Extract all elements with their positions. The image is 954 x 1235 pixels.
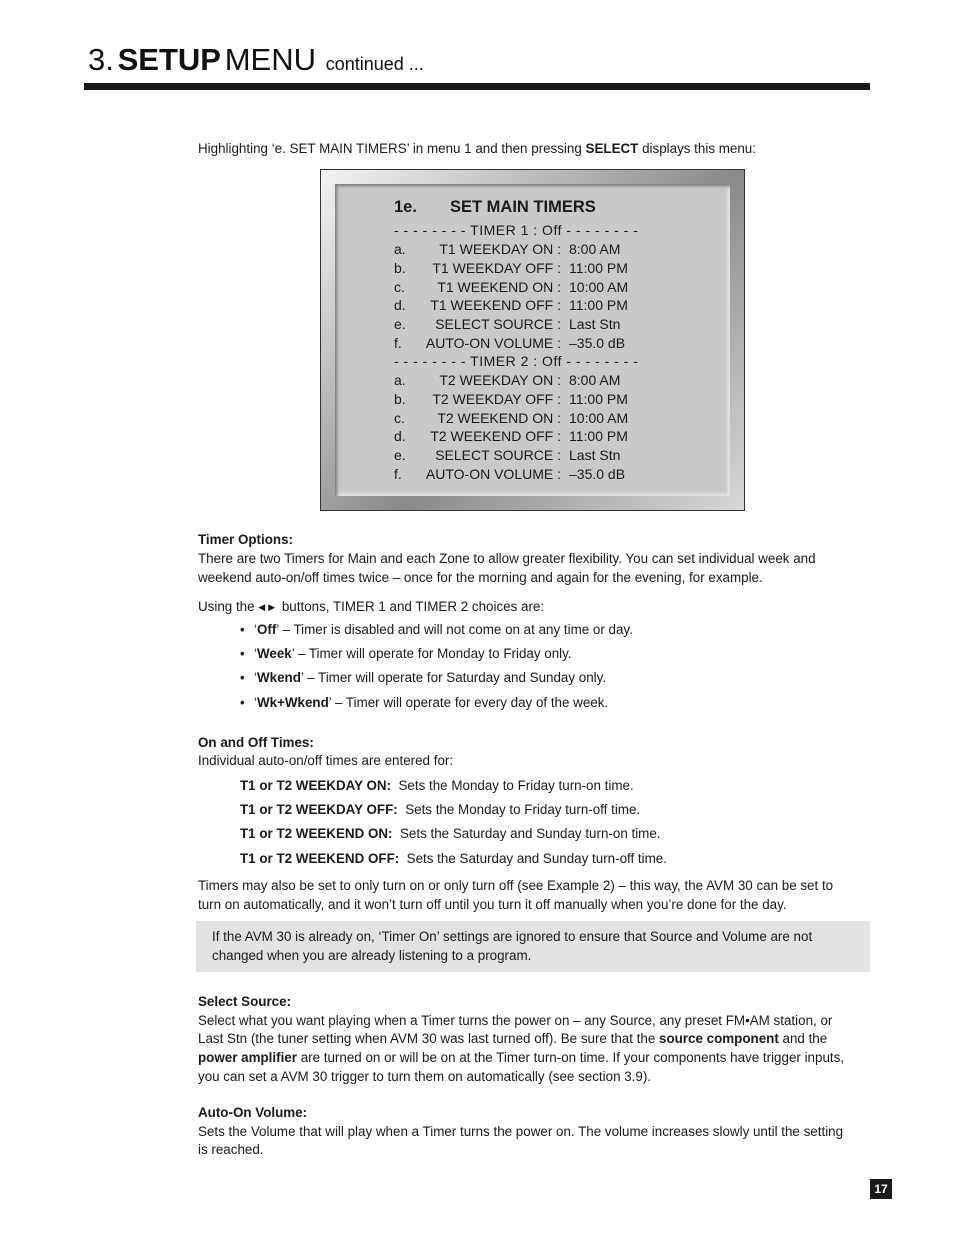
row-letter: c. bbox=[394, 279, 405, 295]
title-continued: continued ... bbox=[325, 54, 424, 74]
row-letter: a. bbox=[394, 372, 406, 388]
timer-options-line: There are two Timers for Main and each Zone to allow greater flexibility. You can set individual week and bbox=[198, 551, 816, 566]
select-source-line: Select what you want playing when a Timer turns the power on – any Source, any preset FM•AM station, or bbox=[198, 1013, 833, 1028]
title-setup: SETUP bbox=[117, 42, 221, 77]
menu-row bbox=[394, 296, 694, 315]
row-label: AUTO-ON VOLUME : bbox=[425, 466, 561, 482]
bullet-text: – Timer will operate for Monday to Friday only. bbox=[294, 646, 572, 661]
row-letter: b. bbox=[394, 391, 406, 407]
on-off-paragraph: turn on automatically, and it won’t turn off until you turn it off manually when you’re done for the day. bbox=[198, 897, 787, 912]
row-label: T1 WEEKEND OFF : bbox=[430, 297, 561, 313]
intro-text: Highlighting ‘e. SET MAIN TIMERS’ in menu 1 and then pressing bbox=[198, 141, 586, 156]
row-letter: e. bbox=[394, 316, 406, 332]
row-label: SELECT SOURCE : bbox=[435, 316, 561, 332]
row-letter: c. bbox=[394, 410, 405, 426]
row-value: 8:00 AM bbox=[569, 372, 621, 388]
bullet-item: • ‘Wkend’ – Timer will operate for Saturday and Sunday only. bbox=[240, 670, 607, 685]
menu-row bbox=[394, 259, 694, 278]
row-label: T1 WEEKDAY ON : bbox=[439, 241, 561, 257]
definition-term: T1 or T2 WEEKDAY OFF: bbox=[240, 802, 398, 817]
select-source-line bbox=[198, 1029, 870, 1048]
row-value: 11:00 PM bbox=[569, 391, 628, 407]
bullet-term: Off bbox=[256, 622, 277, 637]
bullet-term: Wkend bbox=[256, 670, 301, 685]
timer2-separator: - - - - - - - - TIMER 2 : Off - - - - - - - - bbox=[394, 353, 639, 369]
bullet-text: – Timer is disabled and will not come on at any time or day. bbox=[278, 622, 633, 637]
timer-options-heading: Timer Options: bbox=[198, 532, 293, 547]
row-letter: f. bbox=[394, 466, 402, 482]
definition-item bbox=[240, 824, 661, 843]
auto-on-line: is reached. bbox=[198, 1142, 264, 1157]
menu-title-text: SET MAIN TIMERS bbox=[450, 198, 596, 216]
row-value: Last Stn bbox=[569, 316, 621, 332]
select-source-line bbox=[198, 1048, 870, 1067]
row-value: 8:00 AM bbox=[569, 241, 621, 257]
using-text: Using the bbox=[198, 599, 259, 614]
note-line: changed when you are already listening to a program. bbox=[212, 948, 532, 963]
row-value: Last Stn bbox=[569, 447, 621, 463]
left-right-arrows-icon: ◀▶ bbox=[258, 602, 279, 612]
bullet-term: Wk+Wkend bbox=[256, 695, 329, 710]
row-label: SELECT SOURCE : bbox=[435, 447, 561, 463]
bullet-icon: • bbox=[240, 695, 245, 710]
row-label: T1 WEEKEND ON : bbox=[437, 279, 561, 295]
row-letter: d. bbox=[394, 297, 406, 313]
row-value: 10:00 AM bbox=[569, 279, 629, 295]
definition-desc: Sets the Saturday and Sunday turn-on time. bbox=[399, 826, 661, 841]
row-value: 10:00 AM bbox=[569, 410, 629, 426]
menu-row bbox=[394, 315, 694, 334]
bold-text: source component bbox=[659, 1031, 779, 1046]
page-title bbox=[88, 42, 424, 77]
row-letter: f. bbox=[394, 335, 402, 351]
row-label: T2 WEEKEND OFF : bbox=[430, 428, 561, 444]
row-letter: d. bbox=[394, 428, 406, 444]
definition-item bbox=[240, 849, 667, 868]
on-off-paragraph: Timers may also be set to only turn on or only turn off (see Example 2) – this way, the AVM 30 can be set to bbox=[198, 878, 834, 893]
text: and the bbox=[778, 1031, 828, 1046]
row-value: 11:00 PM bbox=[569, 428, 628, 444]
select-source-line: you can set a AVM 30 trigger to turn them on automatically (see section 3.9). bbox=[198, 1069, 652, 1084]
menu-row bbox=[394, 446, 694, 465]
page-number: 17 bbox=[870, 1179, 892, 1199]
definition-desc: Sets the Monday to Friday turn-off time. bbox=[405, 802, 641, 817]
row-label: T2 WEEKDAY OFF : bbox=[432, 391, 561, 407]
menu-row bbox=[394, 278, 694, 297]
bullet-item: • ‘Off’ – Timer is disabled and will not come on at any time or day. bbox=[240, 622, 633, 637]
text: Last Stn (the tuner setting when AVM 30 was last turned off). Be sure that the bbox=[198, 1031, 659, 1046]
bullet-text: – Timer will operate for every day of the week. bbox=[331, 695, 609, 710]
row-value: –35.0 dB bbox=[569, 335, 626, 351]
intro-bold: SELECT bbox=[585, 141, 639, 156]
menu-row bbox=[394, 465, 694, 484]
bullet-text: – Timer will operate for Saturday and Sunday only. bbox=[303, 670, 607, 685]
bullet-term: Week bbox=[256, 646, 292, 661]
note-line: If the AVM 30 is already on, ‘Timer On’ settings are ignored to ensure that Source and Volume are not bbox=[212, 929, 813, 944]
definition-term: T1 or T2 WEEKDAY ON: bbox=[240, 778, 392, 793]
header-rule bbox=[84, 83, 870, 90]
bullet-icon: • bbox=[240, 670, 245, 685]
bullet-item: • ‘Week’ – Timer will operate for Monday to Friday only. bbox=[240, 646, 572, 661]
bold-text: power amplifier bbox=[198, 1050, 297, 1065]
timer-options-line: weekend auto-on/off times twice – once for the morning and again for the evening, for example. bbox=[198, 570, 763, 585]
auto-on-heading: Auto-On Volume: bbox=[198, 1105, 308, 1120]
select-source-heading: Select Source: bbox=[198, 994, 292, 1009]
menu-row bbox=[394, 409, 694, 428]
menu-row bbox=[394, 390, 694, 409]
intro-paragraph bbox=[198, 139, 870, 158]
title-menu: MENU bbox=[224, 42, 316, 77]
on-off-intro: Individual auto-on/off times are entered for: bbox=[198, 753, 454, 768]
intro-text-end: displays this menu: bbox=[638, 141, 756, 156]
auto-on-line: Sets the Volume that will play when a Timer turns the power on. The volume increases slowly until the setting bbox=[198, 1124, 844, 1139]
row-value: 11:00 PM bbox=[569, 297, 628, 313]
row-value: –35.0 dB bbox=[569, 466, 626, 482]
definition-term: T1 or T2 WEEKEND OFF: bbox=[240, 851, 400, 866]
timer1-separator: - - - - - - - - TIMER 1 : Off - - - - - - - - bbox=[394, 222, 639, 238]
definition-item bbox=[240, 776, 634, 795]
definition-term: T1 or T2 WEEKEND ON: bbox=[240, 826, 393, 841]
menu-row bbox=[394, 427, 694, 446]
menu-code: 1e. bbox=[394, 198, 417, 216]
row-letter: e. bbox=[394, 447, 406, 463]
using-arrows-line bbox=[198, 597, 870, 617]
row-letter: b. bbox=[394, 260, 406, 276]
section-number: 3. bbox=[88, 42, 114, 77]
menu-row bbox=[394, 240, 694, 259]
definition-desc: Sets the Monday to Friday turn-on time. bbox=[398, 778, 634, 793]
definition-item bbox=[240, 800, 640, 819]
menu-screen-title bbox=[394, 198, 596, 217]
bullet-icon: • bbox=[240, 622, 245, 637]
row-letter: a. bbox=[394, 241, 406, 257]
text: are turned on or will be on at the Timer turn-on time. If your components have trigger inputs, bbox=[296, 1050, 845, 1065]
row-label: T2 WEEKEND ON : bbox=[437, 410, 561, 426]
bullet-icon: • bbox=[240, 646, 245, 661]
menu-row bbox=[394, 334, 694, 353]
row-value: 11:00 PM bbox=[569, 260, 628, 276]
on-off-heading: On and Off Times: bbox=[198, 735, 314, 750]
row-label: T1 WEEKDAY OFF : bbox=[432, 260, 561, 276]
menu-row bbox=[394, 371, 694, 390]
row-label: AUTO-ON VOLUME : bbox=[425, 335, 561, 351]
bullet-item: • ‘Wk+Wkend’ – Timer will operate for every day of the week. bbox=[240, 695, 609, 710]
using-text-end: buttons, TIMER 1 and TIMER 2 choices are: bbox=[278, 599, 545, 614]
definition-desc: Sets the Saturday and Sunday turn-off time. bbox=[406, 851, 667, 866]
row-label: T2 WEEKDAY ON : bbox=[439, 372, 561, 388]
